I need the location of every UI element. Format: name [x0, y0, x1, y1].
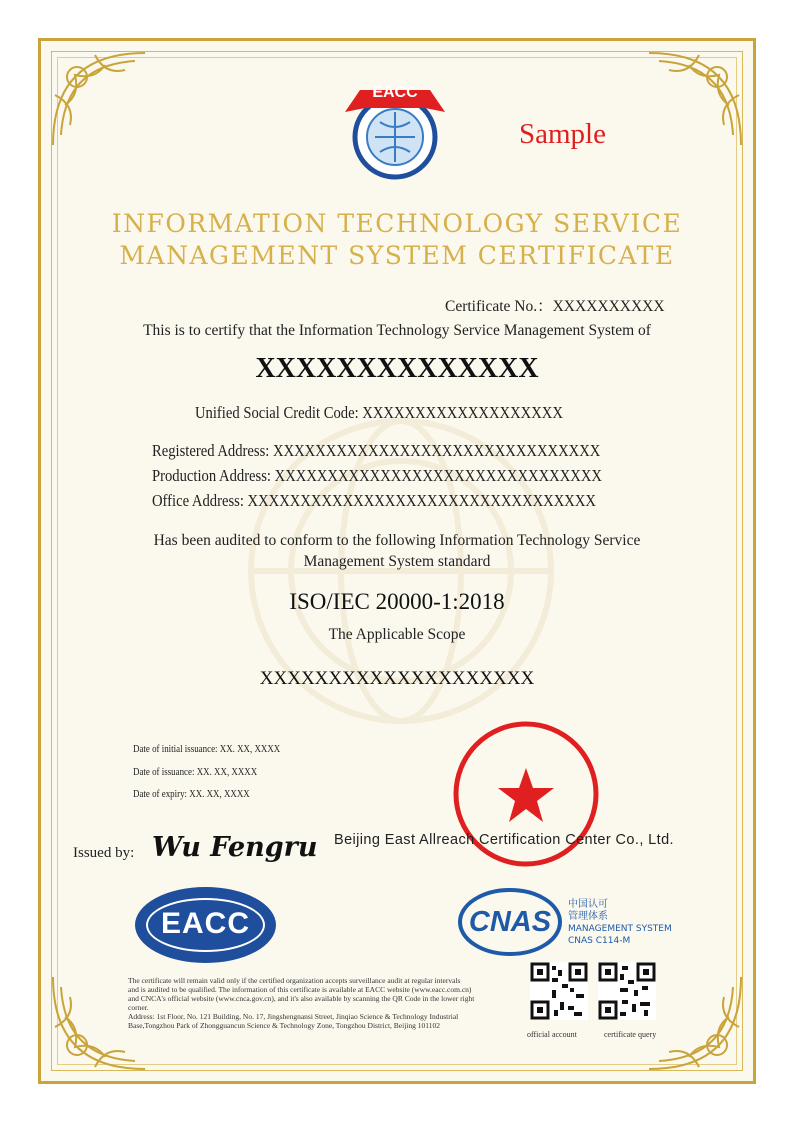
- scope-label: The Applicable Scope: [328, 626, 466, 643]
- corner-ornament-top-right: [639, 45, 749, 155]
- corner-ornament-top-left: [45, 45, 155, 155]
- emblem-badge-text: EACC: [372, 84, 418, 101]
- registered-address: [152, 441, 600, 461]
- qr-caption-certificate-query: certificate query: [604, 1030, 657, 1039]
- certificate-number-label: Certificate No.：: [445, 298, 553, 315]
- organization-name: XXXXXXXXXXXXXX: [255, 353, 539, 384]
- credit-code-label: Unified Social Credit Code:: [195, 403, 359, 422]
- footer-line: The certificate will remain valid only if the certified organization accepts surveillance audit at regular intervals: [128, 976, 461, 985]
- qr-caption-official-account: official account: [527, 1030, 577, 1039]
- cnas-en-line-1: MANAGEMENT SYSTEM: [568, 924, 672, 934]
- date-initial-issuance: [133, 744, 280, 755]
- date-value: XX. XX, XXXX: [196, 767, 258, 778]
- cnas-cn-line-1: 中国认可: [568, 899, 608, 910]
- date-expiry: [133, 789, 250, 800]
- certificate-number: [445, 294, 665, 316]
- address-label: Office Address:: [152, 491, 244, 510]
- issued-by-label: Issued by:: [73, 845, 135, 861]
- address-label: Production Address:: [152, 466, 271, 485]
- scope-value: XXXXXXXXXXXXXXXXXXXX: [259, 668, 535, 689]
- address-value: XXXXXXXXXXXXXXXXXXXXXXXXXXXXXXX: [274, 466, 602, 485]
- footer-line: corner.: [128, 1003, 149, 1012]
- footer-line: and CNCA's official website (www.cnca.gov.cn), and it's also available by scanning the QR Code in the lower right: [128, 994, 475, 1003]
- date-value: XX. XX, XXXX: [219, 744, 281, 755]
- cnas-logo: [456, 886, 564, 958]
- eacc-logo-text: EACC: [160, 907, 250, 940]
- address-label: Registered Address:: [152, 441, 270, 460]
- cnas-en-line-2: CNAS C114-M: [568, 936, 631, 946]
- date-label: Date of initial issuance:: [133, 744, 218, 755]
- footer-line: Base,Tongzhou Park of Zhongguancun Science & Technology Zone, Tongzhou District, Beijing 101102: [128, 1021, 440, 1030]
- cnas-text: [568, 899, 672, 947]
- eacc-logo: [135, 887, 276, 963]
- date-label: Date of expiry:: [133, 789, 188, 800]
- date-label: Date of issuance:: [133, 767, 195, 778]
- title-line-1: INFORMATION TECHNOLOGY SERVICE: [111, 209, 683, 238]
- qr-code-certificate-query[interactable]: [598, 962, 656, 1020]
- issuer-company: Beijing East Allreach Certification Center Co., Ltd.: [334, 832, 674, 848]
- signature: Wu Fengru: [152, 832, 318, 863]
- standard-name: ISO/IEC 20000-1:2018: [289, 589, 505, 614]
- credit-code: [195, 403, 563, 423]
- address-value: XXXXXXXXXXXXXXXXXXXXXXXXXXXXXXXXX: [247, 491, 596, 510]
- certificate-number-value: XXXXXXXXXX: [552, 298, 665, 315]
- office-address: [152, 491, 596, 511]
- footer-line: Address: 1st Floor, No. 121 Building, No. 17, Jingshengnansi Street, Jinqiao Science & Technology Industrial: [128, 1012, 459, 1021]
- audited-statement-line-1: Has been audited to conform to the following Information Technology Service: [153, 532, 641, 549]
- certify-intro: This is to certify that the Information Technology Service Management System of: [143, 322, 651, 339]
- cnas-cn-line-2: 管理体系: [568, 911, 608, 922]
- address-value: XXXXXXXXXXXXXXXXXXXXXXXXXXXXXXX: [273, 441, 601, 460]
- cnas-logo-text: CNAS: [468, 906, 552, 938]
- sample-label: Sample: [519, 118, 606, 150]
- credit-code-value: XXXXXXXXXXXXXXXXXXX: [362, 403, 563, 422]
- date-value: XX. XX, XXXX: [189, 789, 250, 800]
- title-line-2: MANAGEMENT SYSTEM CERTIFICATE: [119, 241, 675, 270]
- audited-statement-line-2: Management System standard: [303, 553, 491, 570]
- date-issuance: [133, 767, 257, 778]
- qr-code-official-account[interactable]: [530, 962, 588, 1020]
- production-address: [152, 466, 602, 486]
- footer-notice: [128, 976, 518, 1030]
- footer-line: and is audited to be qualified. The information of this certificate is available at EACC website (www.eacc.com.cn): [128, 985, 472, 994]
